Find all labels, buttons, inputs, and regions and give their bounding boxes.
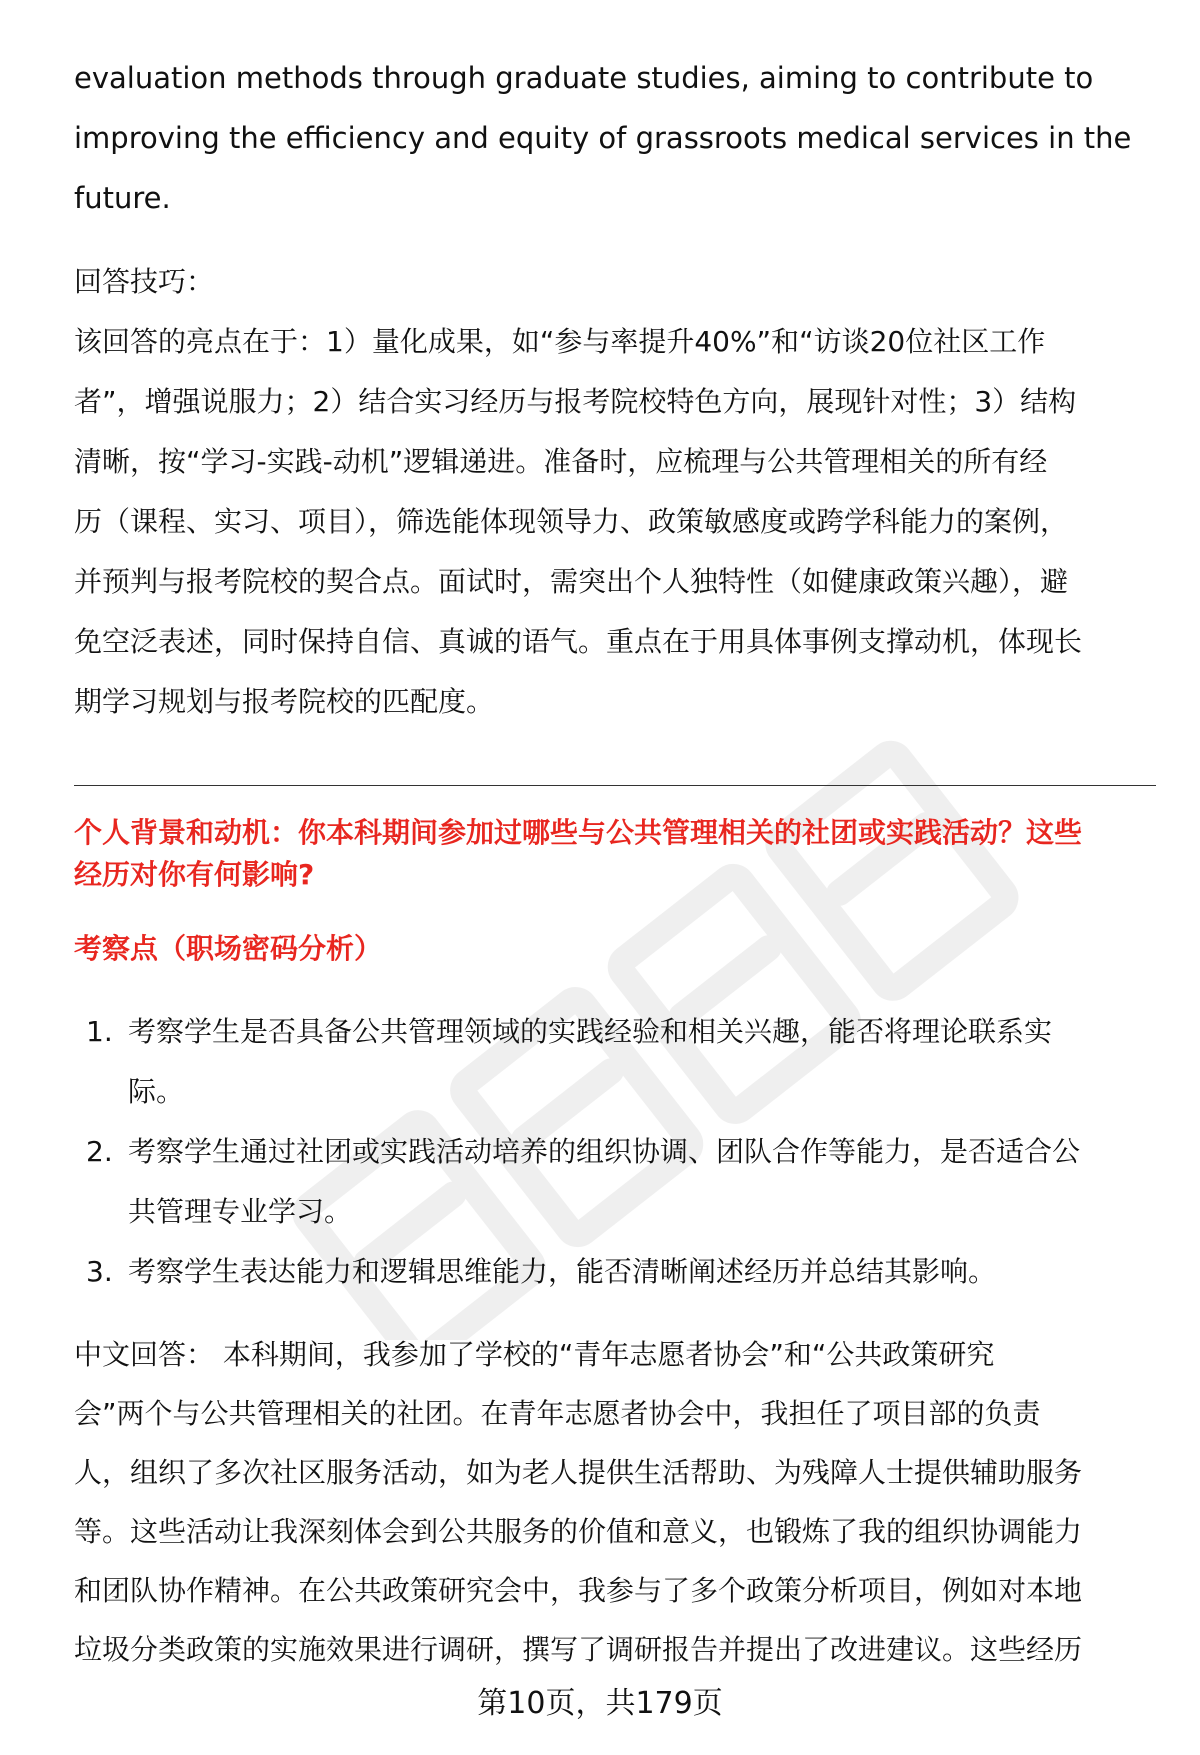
tips-line: 者”，增强说服力；2）结合实习经历与报考院校特色方向，展现针对性；3）结构 bbox=[74, 385, 1077, 418]
answer-line: 垃圾分类政策的实施效果进行调研，撰写了调研报告并提出了改进建议。这些经历 bbox=[74, 1633, 1083, 1666]
point-line: 考察学生是否具备公共管理领域的实践经验和相关兴趣，能否将理论联系实 bbox=[128, 1015, 1053, 1048]
tips-line: 历（课程、实习、项目），筛选能体现领导力、政策敏感度或跨学科能力的案例， bbox=[74, 505, 1069, 538]
intro-line-3: future. bbox=[74, 181, 171, 215]
analysis-points bbox=[74, 1002, 1154, 1302]
analysis-heading: 考察点（职场密码分析） bbox=[74, 932, 383, 965]
list-number: 1. bbox=[86, 1015, 113, 1048]
tips-heading: 回答技巧： bbox=[74, 265, 215, 298]
intro-line-1: evaluation methods through graduate studies, aiming to contribute to bbox=[74, 61, 1094, 95]
question-line-1: 个人背景和动机：你本科期间参加过哪些与公共管理相关的社团或实践活动？这些 bbox=[74, 816, 1083, 849]
tips-line: 并预判与报考院校的契合点。面试时，需突出个人独特性（如健康政策兴趣），避 bbox=[74, 565, 1069, 598]
point-line: 考察学生表达能力和逻辑思维能力，能否清晰阐述经历并总结其影响。 bbox=[128, 1255, 997, 1288]
question-heading bbox=[74, 812, 1149, 896]
point-line: 共管理专业学习。 bbox=[128, 1195, 353, 1228]
list-item bbox=[74, 1122, 1154, 1242]
intro-line-2: improving the efficiency and equity of grassroots medical services in the bbox=[74, 121, 1132, 155]
upper-content bbox=[74, 48, 1144, 732]
point-line: 际。 bbox=[128, 1075, 185, 1108]
tips-line: 该回答的亮点在于：1）量化成果，如“参与率提升40%”和“访谈20位社区工作 bbox=[74, 325, 1046, 358]
chinese-answer bbox=[74, 1325, 1154, 1679]
list-item bbox=[74, 1242, 1154, 1302]
answer-line: 会”两个与公共管理相关的社团。在青年志愿者协会中，我担任了项目部的负责 bbox=[74, 1397, 1041, 1430]
question-line-2: 经历对你有何影响? bbox=[74, 858, 315, 891]
answer-line: 中文回答： 本科期间，我参加了学校的“青年志愿者协会”和“公共政策研究 bbox=[74, 1338, 995, 1371]
tips-line: 期学习规划与报考院校的匹配度。 bbox=[74, 685, 495, 718]
answer-line: 等。这些活动让我深刻体会到公共服务的价值和意义，也锻炼了我的组织协调能力 bbox=[74, 1515, 1083, 1548]
tips-line: 免空泛表述，同时保持自信、真诚的语气。重点在于用具体事例支撑动机，体现长 bbox=[74, 625, 1083, 658]
tips-line: 清晰，按“学习-实践-动机”逻辑递进。准备时，应梳理与公共管理相关的所有经 bbox=[74, 445, 1048, 478]
page-number-footer: 第10页，共179页 bbox=[477, 1686, 723, 1721]
answer-line: 和团队协作精神。在公共政策研究会中，我参与了多个政策分析项目，例如对本地 bbox=[74, 1574, 1083, 1607]
section-divider bbox=[74, 785, 1156, 786]
list-item bbox=[74, 1002, 1154, 1122]
answer-line: 人，组织了多次社区服务活动，如为老人提供生活帮助、为残障人士提供辅助服务 bbox=[74, 1456, 1083, 1489]
list-number: 3. bbox=[86, 1255, 113, 1288]
list-number: 2. bbox=[86, 1135, 113, 1168]
point-line: 考察学生通过社团或实践活动培养的组织协调、团队合作等能力，是否适合公 bbox=[128, 1135, 1081, 1168]
